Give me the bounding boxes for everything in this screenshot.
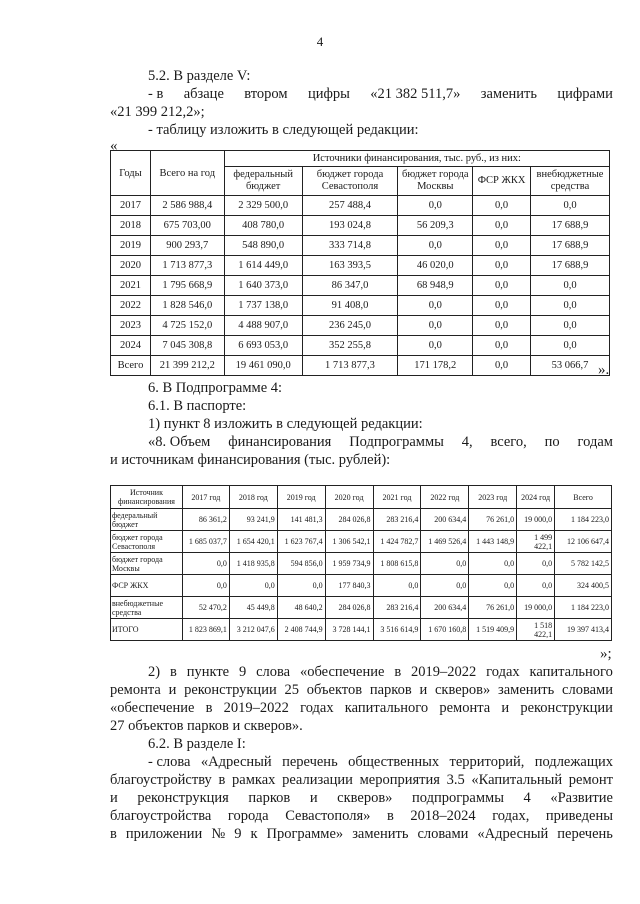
table2-cell: 283 216,4 (373, 509, 421, 531)
item-2-line2 (110, 682, 613, 699)
word: подлежащих (534, 754, 613, 770)
table1-cell-total: 7 045 308,8 (150, 336, 224, 356)
table1-cell-ext: 0,0 (531, 276, 610, 296)
table2-cell: 45 449,8 (229, 597, 277, 619)
financing-by-year-table (110, 150, 610, 376)
table2-row (111, 619, 612, 641)
word: 2019–2022 (411, 664, 477, 680)
table2-cell: 1 469 526,4 (421, 531, 469, 553)
header-extrabudget: внебюджетные средства (531, 167, 610, 196)
header-year-2020: 2020 год (325, 486, 373, 509)
header-federal: федеральный бюджет (224, 167, 302, 196)
table1-cell-msk: 56 209,3 (398, 216, 473, 236)
word: мероприятия (359, 772, 440, 788)
table1-cell-sev: 333 714,8 (302, 236, 398, 256)
table1-cell-msk: 0,0 (398, 236, 473, 256)
table1-cell-ext: 17 688,9 (531, 216, 610, 236)
header-years: Годы (111, 151, 151, 196)
word: слова (256, 664, 291, 680)
word: 2019–2022 (223, 700, 289, 716)
table2-cell: 3 728 144,1 (325, 619, 373, 641)
section-6-2-line4 (110, 808, 613, 825)
word: Подпрограммы (349, 434, 444, 450)
table1-row (111, 256, 610, 276)
table1-cell-fed: 408 780,0 (224, 216, 302, 236)
word: 4 (523, 790, 531, 806)
word: Севастополя» (285, 808, 371, 824)
word: в (218, 772, 226, 788)
word: общественных (348, 754, 440, 770)
header-year-2017: 2017 год (182, 486, 229, 509)
word: «Адресный (477, 826, 549, 842)
table1-cell-fsr: 0,0 (473, 196, 531, 216)
table2-cell: 0,0 (277, 575, 325, 597)
close-quote-table2: »; (600, 646, 612, 662)
word: Программе» (266, 826, 344, 842)
table1-cell-total: 1 795 668,9 (150, 276, 224, 296)
word: 2018–2024 (410, 808, 476, 824)
table1-cell-ext: 0,0 (531, 196, 610, 216)
word: 9 (234, 826, 242, 842)
table2-cell: 93 241,9 (229, 509, 277, 531)
word: и (110, 790, 118, 806)
header-year-2019: 2019 год (277, 486, 325, 509)
word: пункте (186, 664, 230, 680)
table1-cell-year: 2017 (111, 196, 151, 216)
table1-cell-sev: 163 393,5 (302, 256, 398, 276)
word: ремонта (110, 682, 161, 698)
word: приведены (545, 808, 613, 824)
table2-cell: 284 026,8 (325, 597, 373, 619)
table2-row (111, 597, 612, 619)
table2-cell: 0,0 (229, 575, 277, 597)
item-2-line4: 27 объектов парков и скверов». (110, 718, 303, 734)
table1-cell-fed: 1 737 138,0 (224, 296, 302, 316)
table2-cell: 52 470,2 (182, 597, 229, 619)
word: словами (417, 826, 469, 842)
table2-cell: 0,0 (517, 575, 555, 597)
word: перечень (557, 826, 613, 842)
word: заменить (498, 682, 555, 698)
word: по (544, 434, 560, 450)
header-year-2023: 2023 год (469, 486, 517, 509)
section-6-1-heading: 6.1. В паспорте: (148, 398, 247, 414)
table1-cell-total: 1 713 877,3 (150, 256, 224, 276)
table2-cell: 1 685 037,7 (182, 531, 229, 553)
table1-cell-year: 2023 (111, 316, 151, 336)
word: заменить (352, 826, 409, 842)
word: «обеспечение (110, 700, 195, 716)
word: в (205, 700, 213, 716)
table1-cell-msk: 0,0 (398, 336, 473, 356)
item-1-text: 1) пункт 8 изложить в следующей редакции: (148, 416, 423, 432)
word: капитального (529, 664, 613, 680)
word: 2) (148, 664, 161, 680)
table1-cell-sev: 257 488,4 (302, 196, 398, 216)
table1-cell-total: 2 586 988,4 (150, 196, 224, 216)
table2-cell: 1 418 935,8 (229, 553, 277, 575)
section-6-heading: 6. В Подпрограмме 4: (148, 380, 283, 396)
table2-cell: 1 519 409,9 (469, 619, 517, 641)
table1-row (111, 336, 610, 356)
table1-row (111, 236, 610, 256)
table2-cell: 1 823 869,1 (182, 619, 229, 641)
header-fsr: ФСР ЖКХ (473, 167, 531, 196)
word: «Адресный (200, 754, 272, 770)
table2-cell: 0,0 (373, 575, 421, 597)
section-6-2-heading: 6.2. В разделе I: (148, 736, 246, 752)
section-5-2-line2: «21 399 212,2»; (110, 104, 205, 120)
table1-cell-year: 2024 (111, 336, 151, 356)
word: перечень (282, 754, 338, 770)
table1-cell-fed: 19 461 090,0 (224, 356, 302, 376)
header-source: Источник финансирования (111, 486, 183, 509)
section-5-2-line3: - таблицу изложить в следующей редакции: (148, 122, 419, 138)
table2-cell: 1 670 160,8 (421, 619, 469, 641)
word: подпрограммы (411, 790, 504, 806)
table2-row-label: внебюджетные средства (111, 597, 183, 619)
table2-cell: 200 634,4 (421, 597, 469, 619)
section-6-2-line5 (110, 826, 613, 843)
table2-cell-total: 5 782 142,5 (555, 553, 612, 575)
table2-cell: 48 640,2 (277, 597, 325, 619)
word: «обеспечение (300, 664, 385, 680)
word: 3.5 (446, 772, 465, 788)
word: капитального (344, 700, 429, 716)
table2-cell: 3 212 047,6 (229, 619, 277, 641)
header-total: Всего на год (150, 151, 224, 196)
header-year-2018: 2018 год (229, 486, 277, 509)
table2-row-label: ИТОГО (111, 619, 183, 641)
table2-cell: 0,0 (421, 553, 469, 575)
header-moscow: бюджет города Москвы (398, 167, 473, 196)
word: годах (486, 664, 520, 680)
table2-cell: 177 840,3 (325, 575, 373, 597)
item-2-line3 (110, 700, 613, 717)
header-year-2024: 2024 год (517, 486, 555, 509)
table1-row (111, 196, 610, 216)
close-quote-table1: ». (598, 362, 610, 378)
table2-row-label: федеральный бюджет (111, 509, 183, 531)
header-year-2021: 2021 год (373, 486, 421, 509)
word: словами (562, 682, 613, 698)
subprogram-financing-table (110, 485, 612, 641)
word: реконструкция (137, 790, 229, 806)
word: к (250, 826, 258, 842)
table2-row (111, 509, 612, 531)
table2-cell-total: 1 184 223,0 (555, 597, 612, 619)
word: и (168, 682, 177, 698)
word: - слова (148, 754, 191, 770)
table2-row-label: бюджет города Севастополя (111, 531, 183, 553)
page-number: 4 (316, 34, 324, 49)
table1-cell-fed: 1 640 373,0 (224, 276, 302, 296)
table1-cell-year: 2021 (111, 276, 151, 296)
word: «21 382 511,7» (370, 86, 461, 102)
table1-row (111, 316, 610, 336)
table2-cell: 284 026,8 (325, 509, 373, 531)
table1-cell-msk: 0,0 (398, 316, 473, 336)
word: заменить (480, 86, 537, 102)
word: годах (300, 700, 334, 716)
table1-cell-fed: 4 488 907,0 (224, 316, 302, 336)
table1-cell-ext: 17 688,9 (531, 256, 610, 276)
table2-cell: 0,0 (182, 575, 229, 597)
table2-cell: 1 808 615,8 (373, 553, 421, 575)
table2-cell: 0,0 (517, 553, 555, 575)
table2-cell: 1 424 782,7 (373, 531, 421, 553)
header-sources: Источники финансирования, тыс. руб., из них: (224, 151, 609, 167)
table2-cell: 76 261,0 (469, 509, 517, 531)
table2-cell: 594 856,0 (277, 553, 325, 575)
table1-cell-fsr: 0,0 (473, 316, 531, 336)
table1-cell-msk: 0,0 (398, 196, 473, 216)
word: парков (369, 682, 412, 698)
table1-body (111, 196, 610, 376)
table2-cell: 19 000,0 (517, 597, 555, 619)
section-5-2-heading: 5.2. В разделе V: (148, 68, 251, 84)
table2-cell-total: 19 397 413,4 (555, 619, 612, 641)
table1-cell-fsr: 0,0 (473, 356, 531, 376)
table2-cell: 1 654 420,1 (229, 531, 277, 553)
word: и (501, 700, 510, 716)
word: «8. Объем (148, 434, 211, 450)
table2-row (111, 531, 612, 553)
word: абзаце (183, 86, 224, 102)
word: скверов» (434, 682, 491, 698)
table1-cell-msk: 171 178,2 (398, 356, 473, 376)
word: реконструкции (520, 700, 613, 716)
table2-cell: 200 634,4 (421, 509, 469, 531)
table1-cell-fsr: 0,0 (473, 236, 531, 256)
open-quote: « (110, 138, 118, 154)
table1-cell-ext: 17 688,9 (531, 236, 610, 256)
word: всего, (490, 434, 527, 450)
table1-cell-sev: 193 024,8 (302, 216, 398, 236)
table1-cell-fsr: 0,0 (473, 336, 531, 356)
table1-cell-sev: 1 713 877,3 (302, 356, 398, 376)
item-8-line1 (148, 434, 613, 451)
table1-cell-fed: 1 614 449,0 (224, 256, 302, 276)
table1-cell-total: 1 828 546,0 (150, 296, 224, 316)
table1-cell-fed: 2 329 500,0 (224, 196, 302, 216)
item-2-line1 (148, 664, 613, 681)
word: годах, (492, 808, 530, 824)
table1-cell-year: Всего (111, 356, 151, 376)
word: благоустройству (110, 772, 212, 788)
header-sevastopol: бюджет города Севастополя (302, 167, 398, 196)
table2-cell: 1 306 542,1 (325, 531, 373, 553)
table2-cell: 283 216,4 (373, 597, 421, 619)
table2-row (111, 575, 612, 597)
table2-cell: 0,0 (421, 575, 469, 597)
table2-cell: 1 499 422,1 (517, 531, 555, 553)
table1-cell-year: 2018 (111, 216, 151, 236)
table2-cell: 1 959 734,9 (325, 553, 373, 575)
item-8-line2: и источникам финансирования (тыс. рублей): (110, 452, 391, 468)
table1-cell-sev: 352 255,8 (302, 336, 398, 356)
table2-cell: 0,0 (182, 553, 229, 575)
table2-cell-total: 12 106 647,4 (555, 531, 612, 553)
table1-cell-ext: 0,0 (531, 296, 610, 316)
word: реализации (282, 772, 353, 788)
header-year-2022: 2022 год (421, 486, 469, 509)
table1-cell-year: 2019 (111, 236, 151, 256)
table1-cell-msk: 0,0 (398, 296, 473, 316)
table2-body (111, 509, 612, 641)
table2-cell: 0,0 (469, 553, 517, 575)
table2-cell-total: 1 184 223,0 (555, 509, 612, 531)
word: - в (148, 86, 164, 102)
word: «Развитие (550, 790, 613, 806)
table1-cell-fsr: 0,0 (473, 296, 531, 316)
table1-row (111, 216, 610, 236)
table2-cell: 1 623 767,4 (277, 531, 325, 553)
word: города (227, 808, 269, 824)
table1-cell-fsr: 0,0 (473, 216, 531, 236)
table1-row (111, 276, 610, 296)
table1-cell-msk: 68 948,9 (398, 276, 473, 296)
table2-cell: 76 261,0 (469, 597, 517, 619)
word: в (394, 664, 402, 680)
word: в (110, 826, 117, 842)
word: в (386, 808, 394, 824)
table1-cell-msk: 46 020,0 (398, 256, 473, 276)
table2-cell: 141 481,3 (277, 509, 325, 531)
table1-cell-total: 21 399 212,2 (150, 356, 224, 376)
table1-cell-year: 2022 (111, 296, 151, 316)
table2-row-label: ФСР ЖКХ (111, 575, 183, 597)
table1-cell-sev: 91 408,0 (302, 296, 398, 316)
word: ремонт (568, 772, 613, 788)
table2-cell-total: 324 400,5 (555, 575, 612, 597)
table1-cell-year: 2020 (111, 256, 151, 276)
word: скверов» (337, 790, 393, 806)
header-total: Всего (555, 486, 612, 509)
word: финансирования (228, 434, 332, 450)
word: рамках (232, 772, 276, 788)
table2-cell: 0,0 (469, 575, 517, 597)
word: № (211, 826, 226, 842)
table2-cell: 1 518 422,1 (517, 619, 555, 641)
word: парков (248, 790, 291, 806)
table1-cell-total: 4 725 152,0 (150, 316, 224, 336)
table1-row (111, 296, 610, 316)
word: 4, (461, 434, 473, 450)
section-6-2-line2 (110, 772, 613, 789)
word: 9 (238, 664, 247, 680)
word: благоустройства (110, 808, 212, 824)
table2-cell: 3 516 614,9 (373, 619, 421, 641)
section-6-2-line3 (110, 790, 613, 807)
table2-row-label: бюджет города Москвы (111, 553, 183, 575)
table1-row (111, 356, 610, 376)
table1-cell-ext: 0,0 (531, 336, 610, 356)
word: ремонта (439, 700, 491, 716)
table1-cell-ext: 53 066,7 (531, 356, 610, 376)
table1-cell-fed: 6 693 053,0 (224, 336, 302, 356)
word: и (419, 682, 428, 698)
table1-cell-total: 900 293,7 (150, 236, 224, 256)
word: цифрами (557, 86, 613, 102)
table1-cell-fed: 548 890,0 (224, 236, 302, 256)
table1-cell-sev: 86 347,0 (302, 276, 398, 296)
section-6-2-line1 (148, 754, 613, 771)
word: годам (577, 434, 613, 450)
word: втором (244, 86, 288, 102)
word: цифры (307, 86, 350, 102)
word: 25 (284, 682, 299, 698)
table2-cell: 2 408 744,9 (277, 619, 325, 641)
word: приложении (125, 826, 203, 842)
table2-row (111, 553, 612, 575)
word: территорий, (449, 754, 525, 770)
table2-cell: 1 443 148,9 (469, 531, 517, 553)
table1-cell-fsr: 0,0 (473, 256, 531, 276)
section-5-2-line1 (148, 86, 613, 103)
word: реконструкции (184, 682, 277, 698)
word: в (169, 664, 177, 680)
table1-cell-fsr: 0,0 (473, 276, 531, 296)
table1-cell-ext: 0,0 (531, 316, 610, 336)
table1-cell-total: 675 703,00 (150, 216, 224, 236)
word: «Капитальный (471, 772, 563, 788)
table2-cell: 86 361,2 (182, 509, 229, 531)
word: объектов (306, 682, 363, 698)
word: и (309, 790, 318, 806)
table1-cell-sev: 236 245,0 (302, 316, 398, 336)
table2-cell: 19 000,0 (517, 509, 555, 531)
